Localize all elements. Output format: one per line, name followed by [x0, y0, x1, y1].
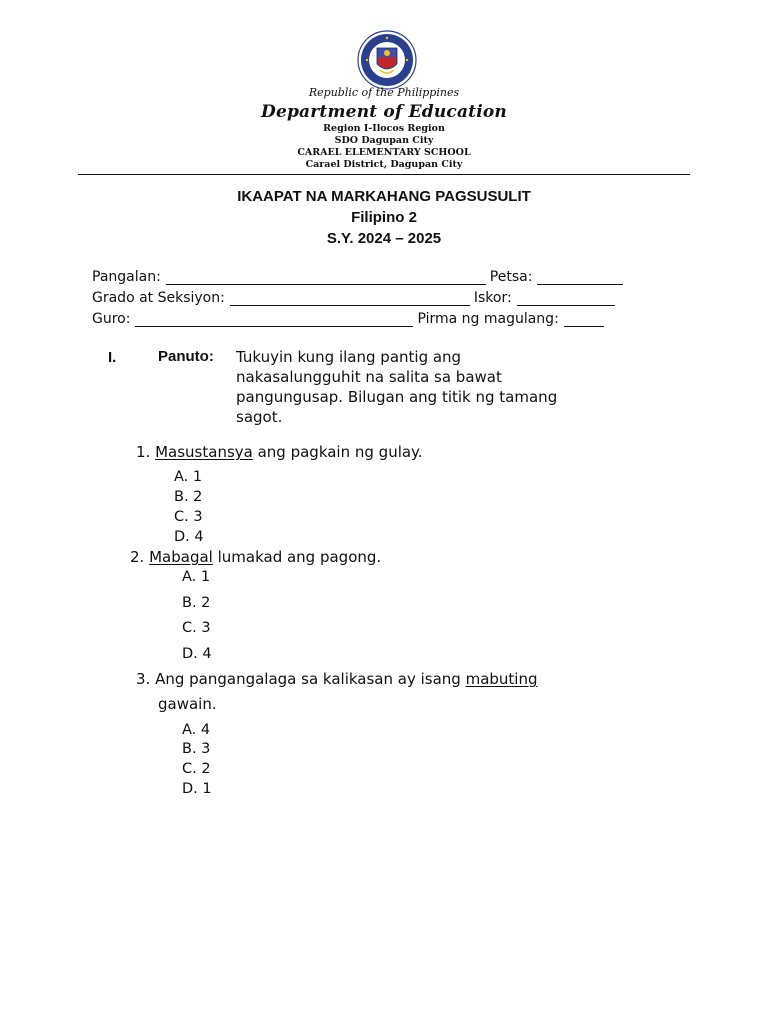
parent-signature-field[interactable] — [564, 311, 604, 327]
choice-3d[interactable]: D. 1 — [182, 781, 212, 797]
region-line: Region I-Ilocos Region — [323, 123, 445, 134]
district-line: Carael District, Dagupan City — [305, 159, 463, 170]
instructions-line: nakasalungguhit na salita sa bawat — [236, 368, 502, 386]
info-row-section — [92, 288, 680, 308]
choice-2b[interactable]: B. 2 — [182, 595, 211, 611]
name-label: Pangalan: — [92, 269, 161, 285]
instructions-line: sagot. — [236, 408, 283, 426]
teacher-label: Guro: — [92, 311, 131, 327]
underlined-word: mabuting — [465, 670, 538, 688]
question-text: Ang pangangalaga sa kalikasan ay isang — [155, 670, 466, 688]
instructions-line: Tukuyin kung ilang pantig ang — [236, 348, 462, 366]
date-field[interactable] — [537, 269, 623, 285]
choice-3a[interactable]: A. 4 — [182, 722, 211, 738]
instructions-label: Panuto: — [158, 348, 214, 365]
question-1 — [136, 442, 423, 462]
section-field[interactable] — [230, 290, 470, 306]
name-field[interactable] — [166, 269, 486, 285]
choice-2c[interactable]: C. 3 — [182, 620, 211, 636]
department-name: Department of Education — [261, 102, 507, 122]
date-label: Petsa: — [489, 269, 533, 285]
question-number: 1. — [136, 443, 151, 461]
parent-signature-label: Pirma ng magulang: — [417, 311, 559, 327]
choice-3c[interactable]: C. 2 — [182, 761, 211, 777]
choice-3b[interactable]: B. 3 — [182, 741, 211, 757]
info-row-teacher — [92, 309, 680, 329]
instructions-text — [236, 347, 676, 427]
deped-seal-logo — [347, 30, 427, 90]
question-number: 3. — [136, 670, 151, 688]
exam-title: IKAAPAT NA MARKAHANG PAGSUSULIT — [237, 188, 531, 205]
question-2 — [130, 547, 381, 567]
school-name: CARAEL ELEMENTARY SCHOOL — [297, 147, 471, 158]
choice-1a[interactable]: A. 1 — [174, 469, 203, 485]
subject-title: Filipino 2 — [351, 209, 417, 226]
choice-1d[interactable]: D. 4 — [174, 529, 204, 545]
score-field[interactable] — [517, 290, 615, 306]
underlined-word: Mabagal — [149, 548, 213, 566]
choice-1c[interactable]: C. 3 — [174, 509, 203, 525]
instructions-line: pangungusap. Bilugan ang titik ng tamang — [236, 388, 558, 406]
header-divider — [78, 174, 690, 175]
info-row-name — [92, 267, 680, 287]
section-label: Grado at Seksiyon: — [92, 290, 225, 306]
question-text: ang pagkain ng gulay. — [252, 443, 423, 461]
section-number: I. — [108, 349, 117, 366]
question-number: 2. — [130, 548, 145, 566]
choice-1b[interactable]: B. 2 — [174, 489, 203, 505]
choice-2d[interactable]: D. 4 — [182, 646, 212, 662]
score-label: Iskor: — [473, 290, 512, 306]
school-year: S.Y. 2024 – 2025 — [326, 230, 442, 247]
choice-2a[interactable]: A. 1 — [182, 569, 211, 585]
division-line: SDO Dagupan City — [334, 135, 434, 146]
republic-line: Republic of the Philippines — [308, 86, 460, 99]
question-text: lumakad ang pagong. — [212, 548, 382, 566]
question-3 — [136, 669, 538, 689]
underlined-word: Masustansya — [155, 443, 253, 461]
question-3-continuation: gawain. — [158, 695, 217, 713]
teacher-field[interactable] — [135, 311, 413, 327]
